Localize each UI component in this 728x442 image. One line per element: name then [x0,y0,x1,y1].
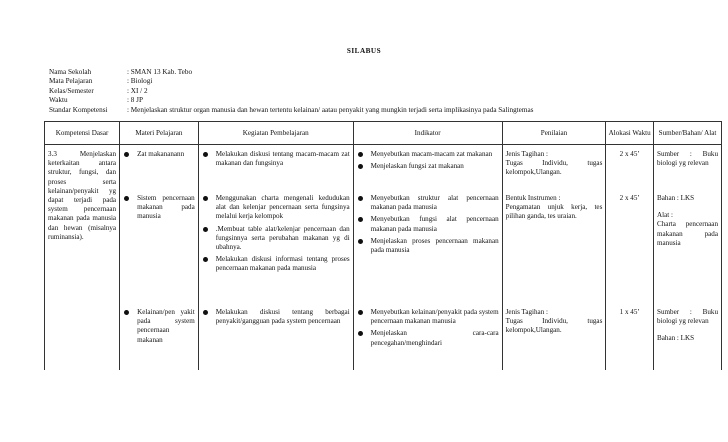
materi-item: Zat makananann [123,150,195,159]
table-row [45,192,722,306]
header-info [49,68,728,115]
penilaian-cell [502,145,606,193]
info-value: : SMAN 13 Kab. Tebo [127,68,193,76]
kegiatan-cell [198,306,353,370]
header-kegiatan: Kegiatan Pembelajaran [198,122,353,145]
materi-cell [120,306,199,370]
info-label: Kelas/Semester [49,86,94,95]
info-row-competency [49,106,728,115]
materi-cell [120,145,199,193]
penilaian-cell [502,192,606,306]
info-row-school [49,68,728,77]
table-row [45,306,722,370]
materi-item: Sistem pencernaan makanan pada manusia [123,194,195,222]
indikator-item: Menjelaskan proses pencernaan makanan pada manusia [357,237,499,255]
syllabus-table [44,121,722,370]
sumber-text: Charta pencernaan makanan pada manusia [657,220,718,247]
info-row-subject [49,77,728,86]
materi-item: Kelainan/pen yakit pada system pencernaan makanan [123,308,195,345]
sumber-text: Sumber : Buku biologi yg relevan [657,308,718,326]
penilaian-text: Tugas Individu, tugas kelompok,Ulangan. [505,317,603,335]
sumber-text: Bahan : LKS [657,334,695,343]
header-penilaian: Penilaian [502,122,606,145]
indikator-cell [353,306,502,370]
penilaian-text: Pengamatan unjuk kerja, tes pilihan ganda, tes uraian. [505,203,603,221]
info-value: : Biologi [127,77,153,86]
info-row-class [49,87,728,96]
indikator-item: Menjelaskan cara-cara pencegahan/menghindari [357,329,499,347]
indikator-item: Menyebutkan struktur alat pencernaan makanan pada manusia [357,194,499,212]
info-label: Mata Pelajaran [49,77,93,86]
info-label: Standar Kompetensi [49,105,108,114]
penilaian-cell [502,306,606,370]
header-materi: Materi Pelajaran [120,122,199,145]
indikator-item: Menyebutkan fungsi alat pencernaan makanan pada manusia [357,215,499,233]
kegiatan-cell [198,145,353,193]
table-header-row [45,122,722,145]
penilaian-text: Tugas Individu, tugas kelompok,Ulangan. [505,159,603,177]
penilaian-label: Jenis Tagihan : [505,308,548,316]
kegiatan-item: Melakukan diskusi tentang berbagai penyakit/gangguan pada system pencernaan [202,308,350,326]
alokasi-cell: 1 x 45’ [606,306,654,370]
indikator-cell [353,192,502,306]
info-label: Nama Sekolah [49,68,92,76]
info-row-time [49,96,728,105]
sumber-text: Alat : [657,211,673,220]
kegiatan-cell [198,192,353,306]
sumber-cell [654,306,722,370]
penilaian-label: Jenis Tagihan : [505,150,548,158]
indikator-cell [353,145,502,193]
header-indikator: Indikator [353,122,502,145]
kegiatan-item: Melakukan diskusi informasi tentang proses pencernaan makanan pada manusia [202,255,350,273]
header-sumber: Sumber/Bahan/ Alat [654,122,722,145]
kegiatan-item: Menggunakan charta mengenali kedudukan alat dan kelenjar pencernaan serta fungsinya melalui kerja kelompok [202,194,350,222]
kegiatan-item: Melakukan diskusi tentang macam-macam zat makanan dan fungsinya [202,150,350,168]
indikator-item: Menyebutkan macam-macam zat makanan [357,150,499,159]
sumber-cell [654,192,722,306]
kd-cell: 3.3 Menjelaskan keterkaitan antara struktur, fungsi, dan proses serta kelainan/penyakit yg dapat terjadi pada system pencernaan makanan pada manusia dan hewan (misalnya ruminansia). [45,145,120,371]
info-value: : XI / 2 [127,86,148,95]
header-alokasi: Alokasi Waktu [606,122,654,145]
materi-cell [120,192,199,306]
document-title: SILABUS [346,47,382,55]
info-label: Waktu [49,96,68,105]
penilaian-label: Bentuk Instrumen : [505,194,561,202]
indikator-item: Menjelaskan fungsi zat makanan [357,162,499,171]
sumber-text: Sumber : Buku biologi yg relevan [657,150,718,168]
table-row [45,145,722,193]
sumber-text: Bahan : LKS [657,194,695,202]
alokasi-cell: 2 x 45’ [606,192,654,306]
alokasi-cell: 2 x 45’ [606,145,654,193]
sumber-cell [654,145,722,193]
info-value: : Menjelaskan struktur organ manusia dan hewan tertentu kelainan/ aatau penyakit yang mungkin terjadi serta implikasinya pada Salingtemas [127,105,534,114]
header-kd: Kompetensi Dasar [45,122,120,145]
indikator-item: Menyebutkan kelainan/penyakit pada system pencernaan makanan manusia [357,308,499,326]
kegiatan-item: .Membuat table alat/kelenjar pencernaan dan fungsinnya serta perubahan makanan yg di ubahnya. [202,225,350,253]
info-value: : 8 JP [127,96,143,105]
